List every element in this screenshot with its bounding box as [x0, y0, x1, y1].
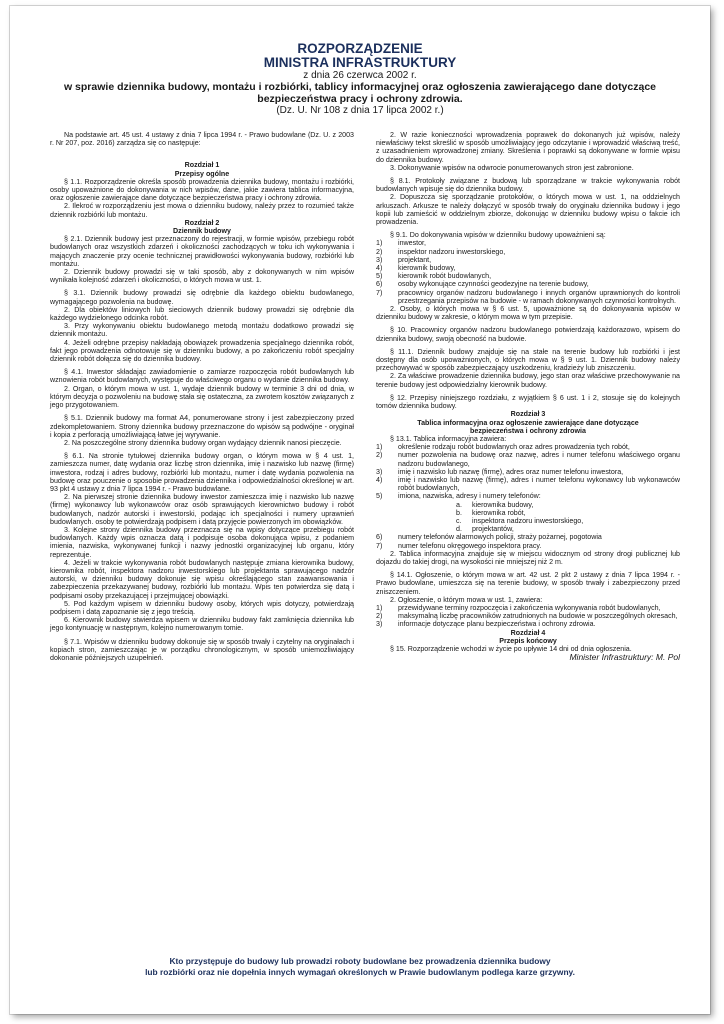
chapter-1-title: Rozdział 1: [184, 161, 220, 170]
paragraph-14-1: § 14.1. Ogłoszenie, o którym mowa w art. 42 ust. 2 pkt 2 ustawy z dnia 7 lipca 1994 r. - Prawo budowlane, umieszcza się na terenie budowy, w sposób trwały i zabezpieczony przed zniszczeniem.: [376, 571, 680, 596]
penalty-notice-line-2: lub rozbiórki oraz nie dopełnia innych wymagań określonych w Prawie budowlanym podlega karze grzywny.: [145, 967, 575, 977]
document-subject: w sprawie dziennika budowy, montażu i rozbiórki, tablicy informacyjnej oraz ogłoszenia zawierającego dane dotyczące bezpieczeństwa pracy i ochrony zdrowia.: [63, 81, 657, 105]
paragraph-6-3: 3. Kolejne strony dziennika budowy przeznacza się na wpisy dotyczące przebiegu robót budowlanych. Każdy wpis oznacza datą i podpisuje osoba dokonująca wpisu, z podaniem imienia, nazwiska, wykonywanej funkcji i nazwy jednostki organizacyjnej lub organu, który reprezentuje.: [50, 525, 354, 559]
paragraph-7-1: § 7.1. Wpisów w dzienniku budowy dokonuje się w sposób trwały i czytelny na oryginałach i kopiach stron, zamieszczając je w porządku chronologicznym, w sposób uniemożliwiający dokonanie późniejszych uzupełnień.: [50, 637, 354, 662]
document-sheet: [10, 6, 710, 1014]
paragraph-2-2: 2. Dziennik budowy prowadzi się w taki sposób, aby z dokonywanych w nim wpisów wynikała kolejność zdarzeń i okoliczności, o których mowa w ust. 1.: [50, 268, 354, 285]
paragraph-13-1: § 13.1. Tablica informacyjna zawiera:: [390, 434, 507, 443]
penalty-notice-line-1: Kto przystępuje do budowy lub prowadzi roboty budowlane bez prowadzenia dziennika budowy: [169, 956, 551, 966]
left-column: [50, 131, 354, 662]
paragraph-3-4: 4. Jeżeli odrębne przepisy nakładają obowiązek prowadzenia specjalnego dziennika robót, fakt jego prowadzenia odnotowuje się w dzienniku budowy, a po zakończeniu robót specjalny dziennik robót dołącza się do dziennika budowy.: [50, 338, 354, 364]
list-item: 5) imiona, nazwiska, adresy i numery telefonów:: [376, 492, 541, 501]
paragraph-5-1: § 5.1. Dziennik budowy ma format A4, ponumerowane strony i jest zabezpieczony przed zdekompletowaniem. Strony dziennika budowy przeznaczone do wpisów są podwójne - oryginał i kopia z perforacją umożliwiającą łatwe jej wyrywanie.: [50, 414, 354, 439]
list-item: 4) kierownik budowy,: [376, 264, 456, 273]
paragraph-6-1: § 6.1. Na stronie tytułowej dziennika budowy organ, o którym mowa w § 4 ust. 1, zamieszcza numer, datę wydania oraz liczbę stron dziennika, imię i nazwisko lub nazwę (firmę) inwestora, rodzaj i adres budowy, rozbiórki lub montażu, numer i datę wydania pozwolenia na budowę oraz pouczenie o sposobie prowadzenia dziennika i odpowiedzialności określonej w art. 93 pkt 4 ustawy z dnia 7 lipca 1994 r. - Prawo budowlane.: [50, 452, 354, 493]
paragraph-6-5: 5. Pod każdym wpisem w dzienniku budowy osoby, których wpis dotyczy, potwierdzają podpisem i datą zapoznanie się z jego treścią.: [50, 599, 354, 616]
paragraph-4-1: § 4.1. Inwestor składając zawiadomienie o zamiarze rozpoczęcia robót budowlanych lub wznowienia robót budowlanych, występuje do właściwego organu o wydanie dziennika budowy.: [50, 368, 354, 385]
paragraph-15: § 15. Rozporządzenie wchodzi w życie po upływie 14 dni od dnia ogłoszenia.: [390, 644, 632, 653]
paragraph-11-1: § 11.1. Dziennik budowy znajduje się na stałe na terenie budowy lub rozbiórki i jest dostępny dla osób upoważnionych, o których mowa w § 9 ust. 1. Dziennik budowy należy przechowywać w sposób zabezpieczający uszkodzeniu, kradzieży lub zniszczeniu.: [376, 347, 680, 373]
chapter-4-name: Przepis końcowy: [499, 636, 557, 645]
document-reference: (Dz. U. Nr 108 z dnia 17 lipca 2002 r.): [276, 105, 444, 116]
list-item: 7) numer telefonu okręgowego inspektora pracy.: [376, 541, 542, 550]
right-column: [376, 131, 680, 662]
paragraph-7-2: 2. W razie konieczności wprowadzenia poprawek do dokonanych już wpisów, należy niewłaściwy tekst skreślić w sposób umożliwiający jego odczytanie i wprowadzić właściwą treść, z uzasadnieniem wprowadzonej zmiany. Skreślenia i poprawki są dokonywane w formie wpisu do dziennika budowy.: [376, 131, 680, 164]
chapter-3-title: Rozdział 3: [510, 410, 546, 419]
list-item: 3) informacje dotyczące planu bezpieczeństwa i ochrony zdrowia.: [376, 620, 596, 629]
paragraph-10: § 10. Pracownicy organów nadzoru budowlanego potwierdzają każdorazowo, wpisem do dziennika budowy, swoją obecność na budowie.: [376, 326, 680, 343]
intro-paragraph: Na podstawie art. 45 ust. 4 ustawy z dnia 7 lipca 1994 r. - Prawo budowlane (Dz. U. z 2003 r. Nr 207, poz. 2016) zarządza się co następuje:: [50, 131, 354, 148]
paragraph-11-2: 2. Za właściwe prowadzenie dziennika budowy, jego stan oraz właściwe przechowywanie na terenie budowy jest odpowiedzialny kierownik budowy.: [376, 372, 680, 389]
minister-signature: Minister Infrastruktury: M. Pol: [569, 652, 680, 663]
list-item: 2) maksymalną liczbę pracowników zatrudnionych na budowie w poszczególnych okresach,: [376, 612, 678, 621]
list-item: b. kierownika robót,: [456, 508, 526, 517]
announcement-contents-list: [376, 604, 680, 629]
document-title: ROZPORZĄDZENIE: [297, 41, 423, 56]
paragraph-3-1: § 3.1. Dziennik budowy prowadzi się odrębnie dla każdego obiektu budowlanego, wymagającego pozwolenia na budowę.: [50, 289, 354, 306]
paragraph-8-2: 2. Dopuszcza się sporządzanie protokołów, o których mowa w ust. 1, na oddzielnych arkuszach. Arkusze te należy dołączyć w sposób trwały do oryginału dziennika budowy i jego kopii lub zamieścić w oddzielnym zbiorze, dokonując w dzienniku budowy wpisu o fakcie ich prowadzenia.: [376, 193, 680, 227]
authorized-persons-list: [376, 239, 680, 305]
document-date: z dnia 26 czerwca 2002 r.: [303, 70, 417, 81]
list-item: 1) inwestor,: [376, 239, 426, 248]
paragraph-6-2: 2. Na pierwszej stronie dziennika budowy inwestor zamieszcza imię i nazwisko lub nazwę (firmę) wykonawcy lub wykonawców oraz osób sprawujących kierownictwo budowy i robót budowlanych, nadzór autorski i inwestorski, podając ich specjalności i numery uprawnień budowlanych. osoby te potwierdzają podpisem i datą przyjęcie powierzonych im obowiązków.: [50, 493, 354, 526]
chapter-2-name: Dziennik budowy: [173, 227, 231, 236]
chapter-4-title: Rozdział 4: [510, 628, 546, 637]
paragraph-2-1: § 2.1. Dziennik budowy jest przeznaczony do rejestracji, w formie wpisów, przebiegu robót budowlanych oraz wszystkich zdarzeń i okoliczności zachodzących w toku ich wykonywania i mających znaczenie przy ocenie technicznej prawidłowości wykonywania budowy, rozbiórki lub montażu.: [50, 235, 354, 268]
list-item: 3) imię i nazwisko lub nazwę (firmę), adres oraz numer telefonu inwestora,: [376, 467, 624, 476]
list-item: d. projektantów,: [456, 525, 514, 534]
paragraph-9-2: 2. Osoby, o których mowa w § 6 ust. 5, upoważnione są do dokonywania wpisów w dzienniku budowy w zakresie, o którym mowa w tym przepisie.: [376, 305, 680, 322]
paragraph-4-2: 2. Organ, o którym mowa w ust. 1, wydaje dziennik budowy w terminie 3 dni od dnia, w którym decyzja o pozwoleniu na budowę stała się ostateczna, za zwrotem kosztów związanych z jego przygotowaniem.: [50, 384, 354, 410]
info-board-list: [376, 443, 680, 500]
text-columns: [50, 131, 680, 662]
chapter-1-name: Przepisy ogólne: [174, 169, 230, 178]
list-item: 6) osoby wykonujące czynności geodezyjne na terenie budowy,: [376, 280, 589, 289]
list-item: 3) projektant,: [376, 255, 432, 264]
penalty-notice: [10, 956, 710, 978]
chapter-2-title: Rozdział 2: [184, 218, 220, 227]
paragraph-14-2: 2. Ogłoszenie, o którym mowa w ust. 1, zawiera:: [390, 595, 543, 604]
paragraph-8-1: § 8.1. Protokoły związane z budową lub sporządzane w trakcie wykonywania robót budowlanych wpisuje się do dziennika budowy.: [376, 177, 680, 194]
list-item: 7) pracownicy organów nadzoru budowlanego i innych organów uprawnionych do kontroli przestrzegania przepisów na budowie - w ramach dokonywanych czynności kontrolnych.: [376, 288, 680, 305]
list-item: 2) numer pozwolenia na budowę oraz nazwę, adres i numer telefonu właściwego organu nadzoru budowlanego,: [376, 451, 680, 468]
list-item: 2) inspektor nadzoru inwestorskiego,: [376, 247, 506, 256]
chapter-3-name: Tablica informacyjna oraz ogłoszenie zawierające dane dotyczące bezpieczeństwa i ochrony zdrowia: [417, 418, 639, 435]
document-authority: MINISTRA INFRASTRUKTURY: [263, 55, 457, 70]
list-item: a. kierownika budowy,: [456, 500, 534, 509]
paragraph-1-1: § 1.1. Rozporządzenie określa sposób prowadzenia dziennika budowy, montażu i rozbiórki, osoby upoważnione do dokonywania w nich wpisów, dane, jakie zawiera tablica informacyjna, oraz ogłoszenie zawierające dane dotyczące bezpieczeństwa pracy i ochrony zdrowia.: [50, 177, 354, 203]
list-item: c. inspektora nadzoru inwestorskiego,: [456, 516, 584, 525]
list-item: 4) imię i nazwisko lub nazwę (firmę), adres i numer telefonu wykonawcy lub wykonawców robót budowlanych,: [376, 475, 680, 493]
paragraph-9-1: § 9.1. Do dokonywania wpisów w dzienniku budowy upoważnieni są:: [390, 231, 606, 240]
paragraph-1-2: 2. Ilekroć w rozporządzeniu jest mowa o dzienniku budowy, należy przez to rozumieć także dziennik rozbiórki lub montażu.: [50, 202, 354, 219]
paragraph-7-3: 3. Dokonywanie wpisów na odwrocie ponumerowanych stron jest zabronione.: [390, 163, 634, 172]
paragraph-6-4: 4. Jeżeli w trakcie wykonywania robót budowlanych następuje zmiana kierownika budowy, kierownika robót, inspektora nadzoru inwestorskiego lub projektanta sprawującego nadzór autorski, w dzienniku budowy dokonuje się wpisu określającego stan zaawansowania i zabezpieczenia przekazywanej budowy, rozbiórki lub montażu. Wpis ten potwierdza się datą i podpisami osoby przekazującej i przejmującej obowiązki.: [50, 558, 354, 600]
paragraph-13-2: 2. Tablica informacyjna znajduje się w miejscu widocznym od strony drogi publicznej lub dojazdu do takiej drogi, na wysokości nie mniejszej niż 2 m.: [376, 549, 680, 566]
list-item: 1) określenie rodzaju robót budowlanych oraz adres prowadzenia tych robót,: [376, 443, 630, 452]
paragraph-5-2: 2. Na poszczególne strony dziennika budowy organ wydający dziennik nanosi pieczęcie.: [64, 438, 342, 447]
info-board-list-continued: [376, 533, 680, 549]
list-item: 1) przewidywane terminy rozpoczęcia i zakończenia wykonywania robót budowlanych,: [376, 603, 661, 612]
contacts-sublist: [376, 501, 680, 534]
paragraph-6-6: 6. Kierownik budowy stwierdza wpisem w dzienniku budowy fakt zamknięcia dziennika lub jego kontynuację w następnym, kolejno numerowanym tomie.: [50, 616, 354, 633]
paragraph-3-3: 3. Przy wykonywaniu obiektu budowlanego metodą montażu dodatkowo prowadzi się dziennik montażu.: [50, 322, 354, 339]
list-item: 5) kierownik robót budowlanych,: [376, 272, 492, 281]
paragraph-12: § 12. Przepisy niniejszego rozdziału, z wyjątkiem § 6 ust. 1 i 2, stosuje się do kolejnych tomów dziennika budowy.: [376, 393, 680, 411]
document-header: [10, 6, 710, 116]
paragraph-3-2: 2. Dla obiektów liniowych lub sieciowych dziennik budowy prowadzi się odrębnie dla każdego wydzielonego odcinka robót.: [50, 305, 354, 323]
list-item: 6) numery telefonów alarmowych policji, straży pożarnej, pogotowia: [376, 533, 602, 542]
